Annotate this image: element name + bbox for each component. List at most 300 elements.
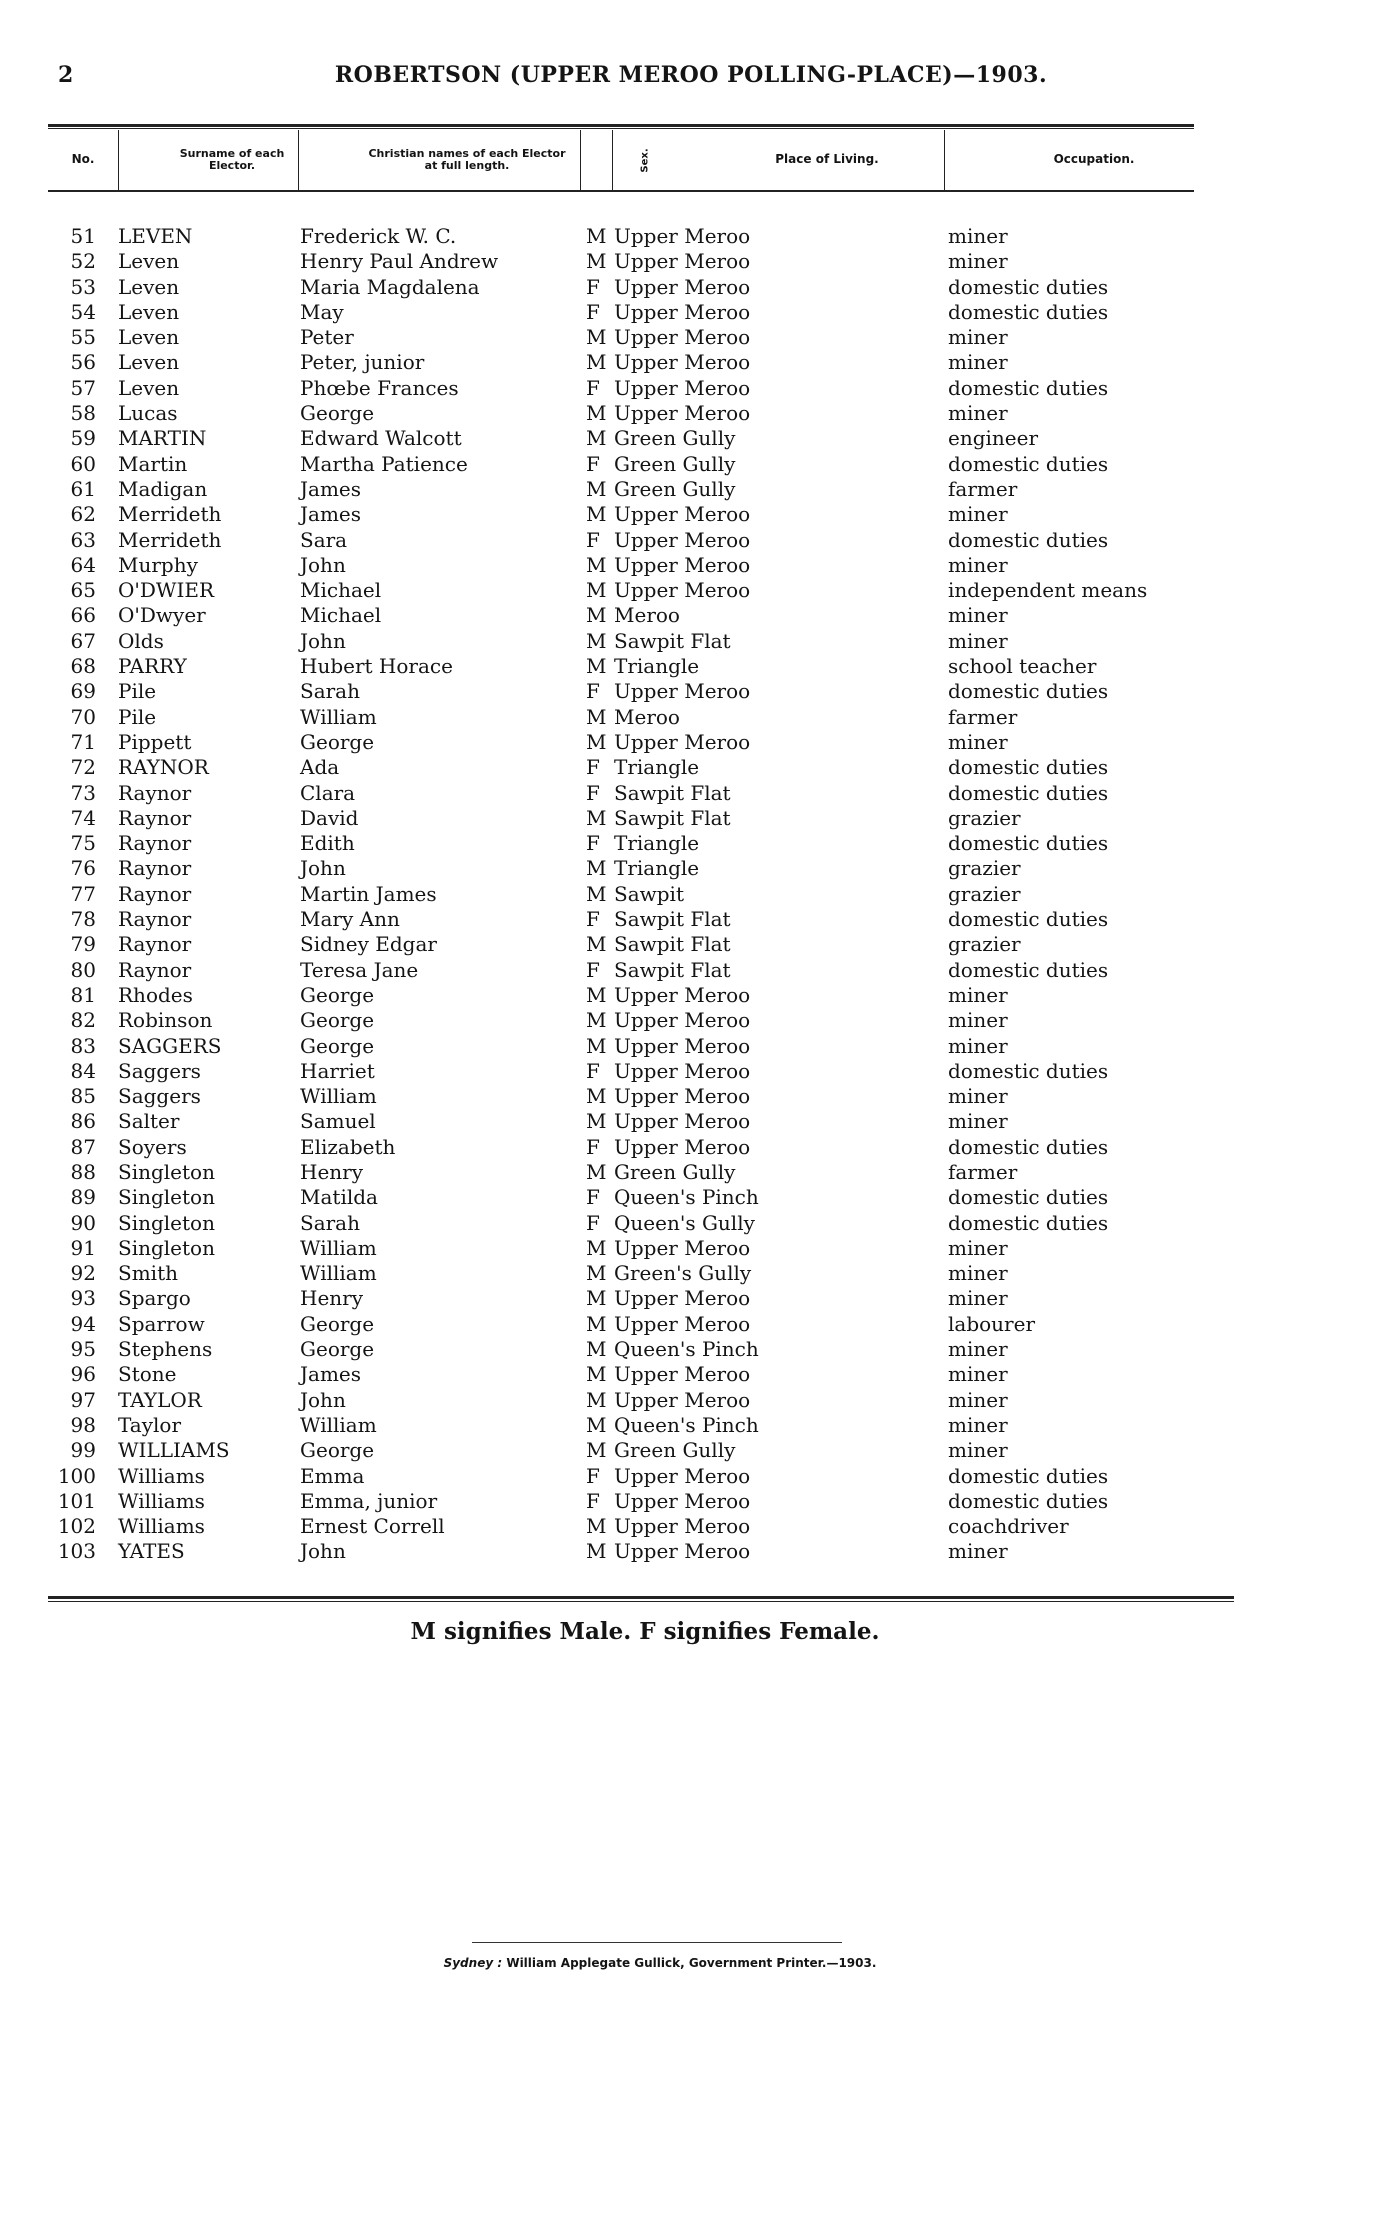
elector-christian-names: Michael: [300, 578, 382, 603]
elector-surname: MARTIN: [118, 426, 207, 451]
table-row: [0, 856, 1382, 881]
elector-occupation: domestic duties: [948, 1463, 1109, 1488]
bottom-rule-thin: [48, 1601, 1234, 1602]
table-row: [0, 1034, 1382, 1059]
column-header-christian-names: Christian names of each Elector at full length.: [368, 146, 566, 172]
elector-surname: Raynor: [118, 780, 192, 805]
table-row: [0, 1261, 1382, 1286]
elector-surname: Leven: [118, 274, 180, 299]
elector-surname: SAGGERS: [118, 1033, 222, 1058]
elector-occupation: miner: [948, 1084, 1008, 1109]
elector-sex: F: [586, 375, 600, 400]
table-row: [0, 1539, 1382, 1564]
elector-christian-names: George: [300, 729, 375, 754]
elector-surname: Martin: [118, 451, 188, 476]
elector-sex: M: [586, 426, 607, 451]
table-row: [0, 1362, 1382, 1387]
elector-surname: Raynor: [118, 831, 192, 856]
elector-sex: M: [586, 881, 607, 906]
elector-number: 79: [70, 932, 96, 957]
table-row: [0, 477, 1382, 502]
elector-place: Upper Meroo: [614, 401, 751, 426]
elector-place: Upper Meroo: [614, 1488, 751, 1513]
elector-occupation: miner: [948, 1286, 1008, 1311]
elector-christian-names: James: [300, 1362, 362, 1387]
top-rule: [48, 124, 1194, 127]
elector-number: 74: [70, 805, 96, 830]
bottom-rule: [48, 1596, 1234, 1599]
elector-occupation: coachdriver: [948, 1514, 1069, 1539]
elector-occupation: miner: [948, 1438, 1008, 1463]
elector-sex: F: [586, 527, 600, 552]
elector-christian-names: David: [300, 805, 359, 830]
elector-number: 63: [70, 527, 96, 552]
elector-place: Upper Meroo: [614, 1286, 751, 1311]
elector-number: 76: [70, 856, 96, 881]
elector-sex: M: [586, 1514, 607, 1539]
elector-sex: M: [586, 1033, 607, 1058]
elector-surname: O'DWIER: [118, 578, 215, 603]
elector-occupation: farmer: [948, 476, 1018, 501]
elector-number: 61: [70, 476, 96, 501]
elector-occupation: grazier: [948, 932, 1021, 957]
elector-sex: M: [586, 401, 607, 426]
table-row: [0, 502, 1382, 527]
table-row: [0, 426, 1382, 451]
table-row: [0, 553, 1382, 578]
table-row: [0, 1438, 1382, 1463]
elector-surname: Williams: [118, 1488, 205, 1513]
elector-occupation: farmer: [948, 1159, 1018, 1184]
elector-place: Upper Meroo: [614, 1058, 751, 1083]
table-row: [0, 1160, 1382, 1185]
elector-surname: Leven: [118, 299, 180, 324]
elector-surname: TAYLOR: [118, 1387, 202, 1412]
elector-christian-names: George: [300, 401, 375, 426]
elector-occupation: miner: [948, 628, 1008, 653]
elector-sex: M: [586, 578, 607, 603]
elector-christian-names: John: [300, 628, 346, 653]
elector-sex: M: [586, 1412, 607, 1437]
elector-surname: Singleton: [118, 1159, 215, 1184]
elector-occupation: labourer: [948, 1311, 1036, 1336]
elector-christian-names: George: [300, 1311, 375, 1336]
elector-place: Upper Meroo: [614, 527, 751, 552]
table-row: [0, 983, 1382, 1008]
table-row: [0, 1514, 1382, 1539]
elector-number: 92: [70, 1261, 96, 1286]
elector-surname: PARRY: [118, 654, 187, 679]
elector-number: 67: [70, 628, 96, 653]
elector-number: 91: [70, 1235, 96, 1260]
elector-christian-names: George: [300, 1008, 375, 1033]
table-row: [0, 705, 1382, 730]
elector-christian-names: Maria Magdalena: [300, 274, 480, 299]
elector-number: 58: [70, 401, 96, 426]
elector-number: 59: [70, 426, 96, 451]
elector-sex: M: [586, 249, 607, 274]
table-row: [0, 1337, 1382, 1362]
elector-number: 75: [70, 831, 96, 856]
elector-place: Green's Gully: [614, 1261, 752, 1286]
elector-sex: F: [586, 274, 600, 299]
elector-occupation: domestic duties: [948, 957, 1109, 982]
elector-occupation: domestic duties: [948, 1210, 1109, 1235]
elector-number: 69: [70, 679, 96, 704]
elector-sex: M: [586, 1159, 607, 1184]
elector-place: Sawpit Flat: [614, 805, 731, 830]
elector-surname: Raynor: [118, 907, 192, 932]
top-rule-thin: [48, 128, 1194, 129]
elector-surname: YATES: [118, 1539, 185, 1564]
elector-christian-names: Henry: [300, 1159, 364, 1184]
elector-christian-names: James: [300, 502, 362, 527]
table-row: [0, 831, 1382, 856]
elector-place: Upper Meroo: [614, 299, 751, 324]
elector-christian-names: Ernest Correll: [300, 1514, 445, 1539]
table-row: [0, 578, 1382, 603]
elector-surname: Leven: [118, 350, 180, 375]
elector-place: Green Gully: [614, 1159, 736, 1184]
elector-surname: RAYNOR: [118, 755, 209, 780]
elector-occupation: domestic duties: [948, 755, 1109, 780]
elector-sex: M: [586, 1109, 607, 1134]
table-row: [0, 528, 1382, 553]
elector-number: 99: [70, 1438, 96, 1463]
elector-christian-names: Ada: [300, 755, 340, 780]
elector-sex: F: [586, 1488, 600, 1513]
elector-sex: M: [586, 1539, 607, 1564]
elector-place: Upper Meroo: [614, 1084, 751, 1109]
column-header-sex: Sex.: [639, 147, 651, 173]
elector-occupation: domestic duties: [948, 1488, 1109, 1513]
elector-number: 95: [70, 1337, 96, 1362]
elector-christian-names: James: [300, 476, 362, 501]
table-row: [0, 1489, 1382, 1514]
elector-christian-names: Clara: [300, 780, 356, 805]
elector-place: Sawpit Flat: [614, 957, 731, 982]
elector-number: 80: [70, 957, 96, 982]
elector-christian-names: Sarah: [300, 1210, 360, 1235]
elector-place: Green Gully: [614, 476, 736, 501]
table-row: [0, 603, 1382, 628]
elector-surname: Singleton: [118, 1210, 215, 1235]
table-row: [0, 1059, 1382, 1084]
elector-christian-names: Phœbe Frances: [300, 375, 459, 400]
elector-place: Green Gully: [614, 451, 736, 476]
table-row: [0, 1312, 1382, 1337]
elector-christian-names: Sidney Edgar: [300, 932, 437, 957]
elector-surname: Spargo: [118, 1286, 191, 1311]
elector-place: Upper Meroo: [614, 1008, 751, 1033]
elector-sex: F: [586, 1185, 600, 1210]
column-header-row: [48, 130, 1194, 190]
elector-sex: F: [586, 299, 600, 324]
elector-christian-names: Sara: [300, 527, 348, 552]
elector-place: Upper Meroo: [614, 679, 751, 704]
elector-christian-names: John: [300, 1387, 346, 1412]
elector-place: Green Gully: [614, 1438, 736, 1463]
elector-sex: M: [586, 805, 607, 830]
elector-number: 103: [57, 1539, 96, 1564]
elector-sex: F: [586, 1463, 600, 1488]
elector-occupation: miner: [948, 1235, 1008, 1260]
elector-occupation: miner: [948, 1337, 1008, 1362]
elector-occupation: engineer: [948, 426, 1039, 451]
table-row: [0, 1286, 1382, 1311]
page-header: [0, 62, 1382, 102]
elector-sex: M: [586, 856, 607, 881]
elector-occupation: domestic duties: [948, 1185, 1109, 1210]
elector-place: Sawpit Flat: [614, 780, 731, 805]
printer-city: Sydney :: [443, 1956, 503, 1970]
elector-christian-names: Matilda: [300, 1185, 378, 1210]
elector-occupation: miner: [948, 1261, 1008, 1286]
elector-surname: Rhodes: [118, 982, 193, 1007]
table-row: [0, 1135, 1382, 1160]
elector-surname: Lucas: [118, 401, 178, 426]
table-row: [0, 755, 1382, 780]
elector-christian-names: Edward Walcott: [300, 426, 462, 451]
elector-occupation: domestic duties: [948, 274, 1109, 299]
table-row: [0, 1236, 1382, 1261]
elector-sex: M: [586, 704, 607, 729]
elector-surname: Raynor: [118, 805, 192, 830]
elector-place: Sawpit Flat: [614, 907, 731, 932]
elector-occupation: miner: [948, 1362, 1008, 1387]
elector-sex: M: [586, 1084, 607, 1109]
elector-occupation: domestic duties: [948, 527, 1109, 552]
elector-occupation: domestic duties: [948, 1134, 1109, 1159]
elector-place: Upper Meroo: [614, 375, 751, 400]
elector-sex: M: [586, 502, 607, 527]
page-number: 2: [58, 62, 74, 88]
elector-surname: Leven: [118, 375, 180, 400]
elector-surname: Murphy: [118, 552, 198, 577]
elector-sex: F: [586, 957, 600, 982]
elector-sex: M: [586, 224, 607, 248]
elector-sex: M: [586, 654, 607, 679]
elector-christian-names: John: [300, 552, 346, 577]
elector-surname: Madigan: [118, 476, 208, 501]
elector-occupation: domestic duties: [948, 375, 1109, 400]
elector-number: 102: [57, 1514, 96, 1539]
elector-surname: Raynor: [118, 856, 192, 881]
elector-surname: Raynor: [118, 932, 192, 957]
elector-occupation: grazier: [948, 856, 1021, 881]
table-row: [0, 882, 1382, 907]
table-row: [0, 1388, 1382, 1413]
elector-place: Upper Meroo: [614, 1362, 751, 1387]
elector-place: Upper Meroo: [614, 1033, 751, 1058]
elector-sex: M: [586, 982, 607, 1007]
elector-christian-names: Samuel: [300, 1109, 376, 1134]
elector-number: 70: [70, 704, 96, 729]
elector-place: Upper Meroo: [614, 1109, 751, 1134]
table-row: [0, 300, 1382, 325]
elector-sex: M: [586, 1438, 607, 1463]
elector-surname: Smith: [118, 1261, 178, 1286]
column-header-occupation: Occupation.: [1053, 152, 1135, 167]
elector-place: Upper Meroo: [614, 982, 751, 1007]
elector-christian-names: William: [300, 1235, 377, 1260]
elector-occupation: domestic duties: [948, 831, 1109, 856]
elector-occupation: domestic duties: [948, 907, 1109, 932]
elector-surname: Singleton: [118, 1235, 215, 1260]
elector-sex: M: [586, 552, 607, 577]
elector-number: 77: [70, 881, 96, 906]
elector-sex: M: [586, 1261, 607, 1286]
elector-occupation: miner: [948, 325, 1008, 350]
elector-number: 89: [70, 1185, 96, 1210]
table-row: [0, 958, 1382, 983]
elector-number: 71: [70, 729, 96, 754]
column-header-surname: Surname of each Elector.: [179, 146, 285, 172]
elector-surname: Williams: [118, 1463, 205, 1488]
elector-occupation: school teacher: [948, 654, 1097, 679]
elector-occupation: miner: [948, 552, 1008, 577]
table-row: [0, 249, 1382, 274]
table-row: [0, 1008, 1382, 1033]
table-row: [0, 376, 1382, 401]
elector-place: Upper Meroo: [614, 729, 751, 754]
elector-number: 81: [70, 982, 96, 1007]
elector-christian-names: William: [300, 1261, 377, 1286]
elector-sex: M: [586, 603, 607, 628]
elector-number: 78: [70, 907, 96, 932]
elector-number: 93: [70, 1286, 96, 1311]
table-row: [0, 654, 1382, 679]
elector-number: 82: [70, 1008, 96, 1033]
elector-sex: M: [586, 628, 607, 653]
elector-christian-names: Martha Patience: [300, 451, 468, 476]
elector-occupation: miner: [948, 729, 1008, 754]
elector-christian-names: Hubert Horace: [300, 654, 453, 679]
elector-christian-names: Henry Paul Andrew: [300, 249, 499, 274]
elector-christian-names: Sarah: [300, 679, 360, 704]
elector-christian-names: Peter, junior: [300, 350, 425, 375]
elector-christian-names: Emma, junior: [300, 1488, 438, 1513]
column-header-place: Place of Living.: [775, 152, 879, 167]
elector-christian-names: William: [300, 1412, 377, 1437]
column-divider: [580, 130, 581, 190]
elector-place: Sawpit: [614, 881, 684, 906]
column-divider: [612, 130, 613, 190]
elector-occupation: independent means: [948, 578, 1148, 603]
elector-christian-names: Peter: [300, 325, 354, 350]
table-row: [0, 1084, 1382, 1109]
elector-surname: Stone: [118, 1362, 177, 1387]
elector-christian-names: Elizabeth: [300, 1134, 396, 1159]
elector-occupation: domestic duties: [948, 780, 1109, 805]
table-row: [0, 224, 1382, 249]
elector-surname: Saggers: [118, 1084, 201, 1109]
elector-christian-names: May: [300, 299, 344, 324]
elector-surname: WILLIAMS: [118, 1438, 230, 1463]
elector-number: 88: [70, 1159, 96, 1184]
elector-place: Upper Meroo: [614, 325, 751, 350]
elector-place: Upper Meroo: [614, 1387, 751, 1412]
elector-sex: M: [586, 729, 607, 754]
elector-place: Upper Meroo: [614, 502, 751, 527]
elector-occupation: farmer: [948, 704, 1018, 729]
elector-number: 66: [70, 603, 96, 628]
elector-occupation: miner: [948, 603, 1008, 628]
elector-number: 100: [57, 1463, 96, 1488]
header-bottom-rule: [48, 190, 1194, 192]
elector-occupation: domestic duties: [948, 1058, 1109, 1083]
elector-christian-names: William: [300, 1084, 377, 1109]
elector-number: 87: [70, 1134, 96, 1159]
elector-surname: Raynor: [118, 957, 192, 982]
elector-number: 83: [70, 1033, 96, 1058]
elector-number: 96: [70, 1362, 96, 1387]
elector-place: Upper Meroo: [614, 1514, 751, 1539]
elector-place: Upper Meroo: [614, 249, 751, 274]
elector-place: Upper Meroo: [614, 1539, 751, 1564]
elector-place: Queen's Pinch: [614, 1185, 759, 1210]
elector-place: Upper Meroo: [614, 1134, 751, 1159]
elector-christian-names: George: [300, 1337, 375, 1362]
table-row: [0, 1464, 1382, 1489]
printer-imprint: [0, 1956, 1320, 1970]
elector-christian-names: Harriet: [300, 1058, 375, 1083]
column-header-no: No.: [71, 152, 95, 167]
elector-occupation: miner: [948, 982, 1008, 1007]
elector-place: Queen's Pinch: [614, 1337, 759, 1362]
elector-sex: F: [586, 780, 600, 805]
elector-occupation: domestic duties: [948, 679, 1109, 704]
elector-occupation: grazier: [948, 805, 1021, 830]
elector-number: 62: [70, 502, 96, 527]
elector-christian-names: Teresa Jane: [300, 957, 419, 982]
elector-sex: M: [586, 1235, 607, 1260]
elector-occupation: miner: [948, 1412, 1008, 1437]
elector-christian-names: George: [300, 1033, 375, 1058]
elector-sex: F: [586, 1058, 600, 1083]
column-divider: [118, 130, 119, 190]
elector-number: 57: [70, 375, 96, 400]
elector-surname: Stephens: [118, 1337, 213, 1362]
elector-place: Upper Meroo: [614, 350, 751, 375]
elector-surname: Saggers: [118, 1058, 201, 1083]
elector-christian-names: Emma: [300, 1463, 365, 1488]
elector-number: 98: [70, 1412, 96, 1437]
elector-surname: Merrideth: [118, 502, 222, 527]
elector-sex: M: [586, 1286, 607, 1311]
elector-surname: Pile: [118, 679, 157, 704]
elector-number: 84: [70, 1058, 96, 1083]
elector-number: 64: [70, 552, 96, 577]
table-row: [0, 629, 1382, 654]
elector-surname: Olds: [118, 628, 164, 653]
elector-sex: M: [586, 1387, 607, 1412]
table-row: [0, 325, 1382, 350]
printer-rule: [472, 1942, 842, 1943]
elector-surname: Robinson: [118, 1008, 213, 1033]
elector-surname: Raynor: [118, 881, 192, 906]
elector-number: 55: [70, 325, 96, 350]
elector-surname: O'Dwyer: [118, 603, 206, 628]
column-divider: [298, 130, 299, 190]
elector-place: Green Gully: [614, 426, 736, 451]
table-row: [0, 401, 1382, 426]
elector-surname: Taylor: [118, 1412, 182, 1437]
elector-number: 72: [70, 755, 96, 780]
elector-christian-names: Mary Ann: [300, 907, 400, 932]
elector-place: Triangle: [614, 755, 700, 780]
elector-number: 90: [70, 1210, 96, 1235]
